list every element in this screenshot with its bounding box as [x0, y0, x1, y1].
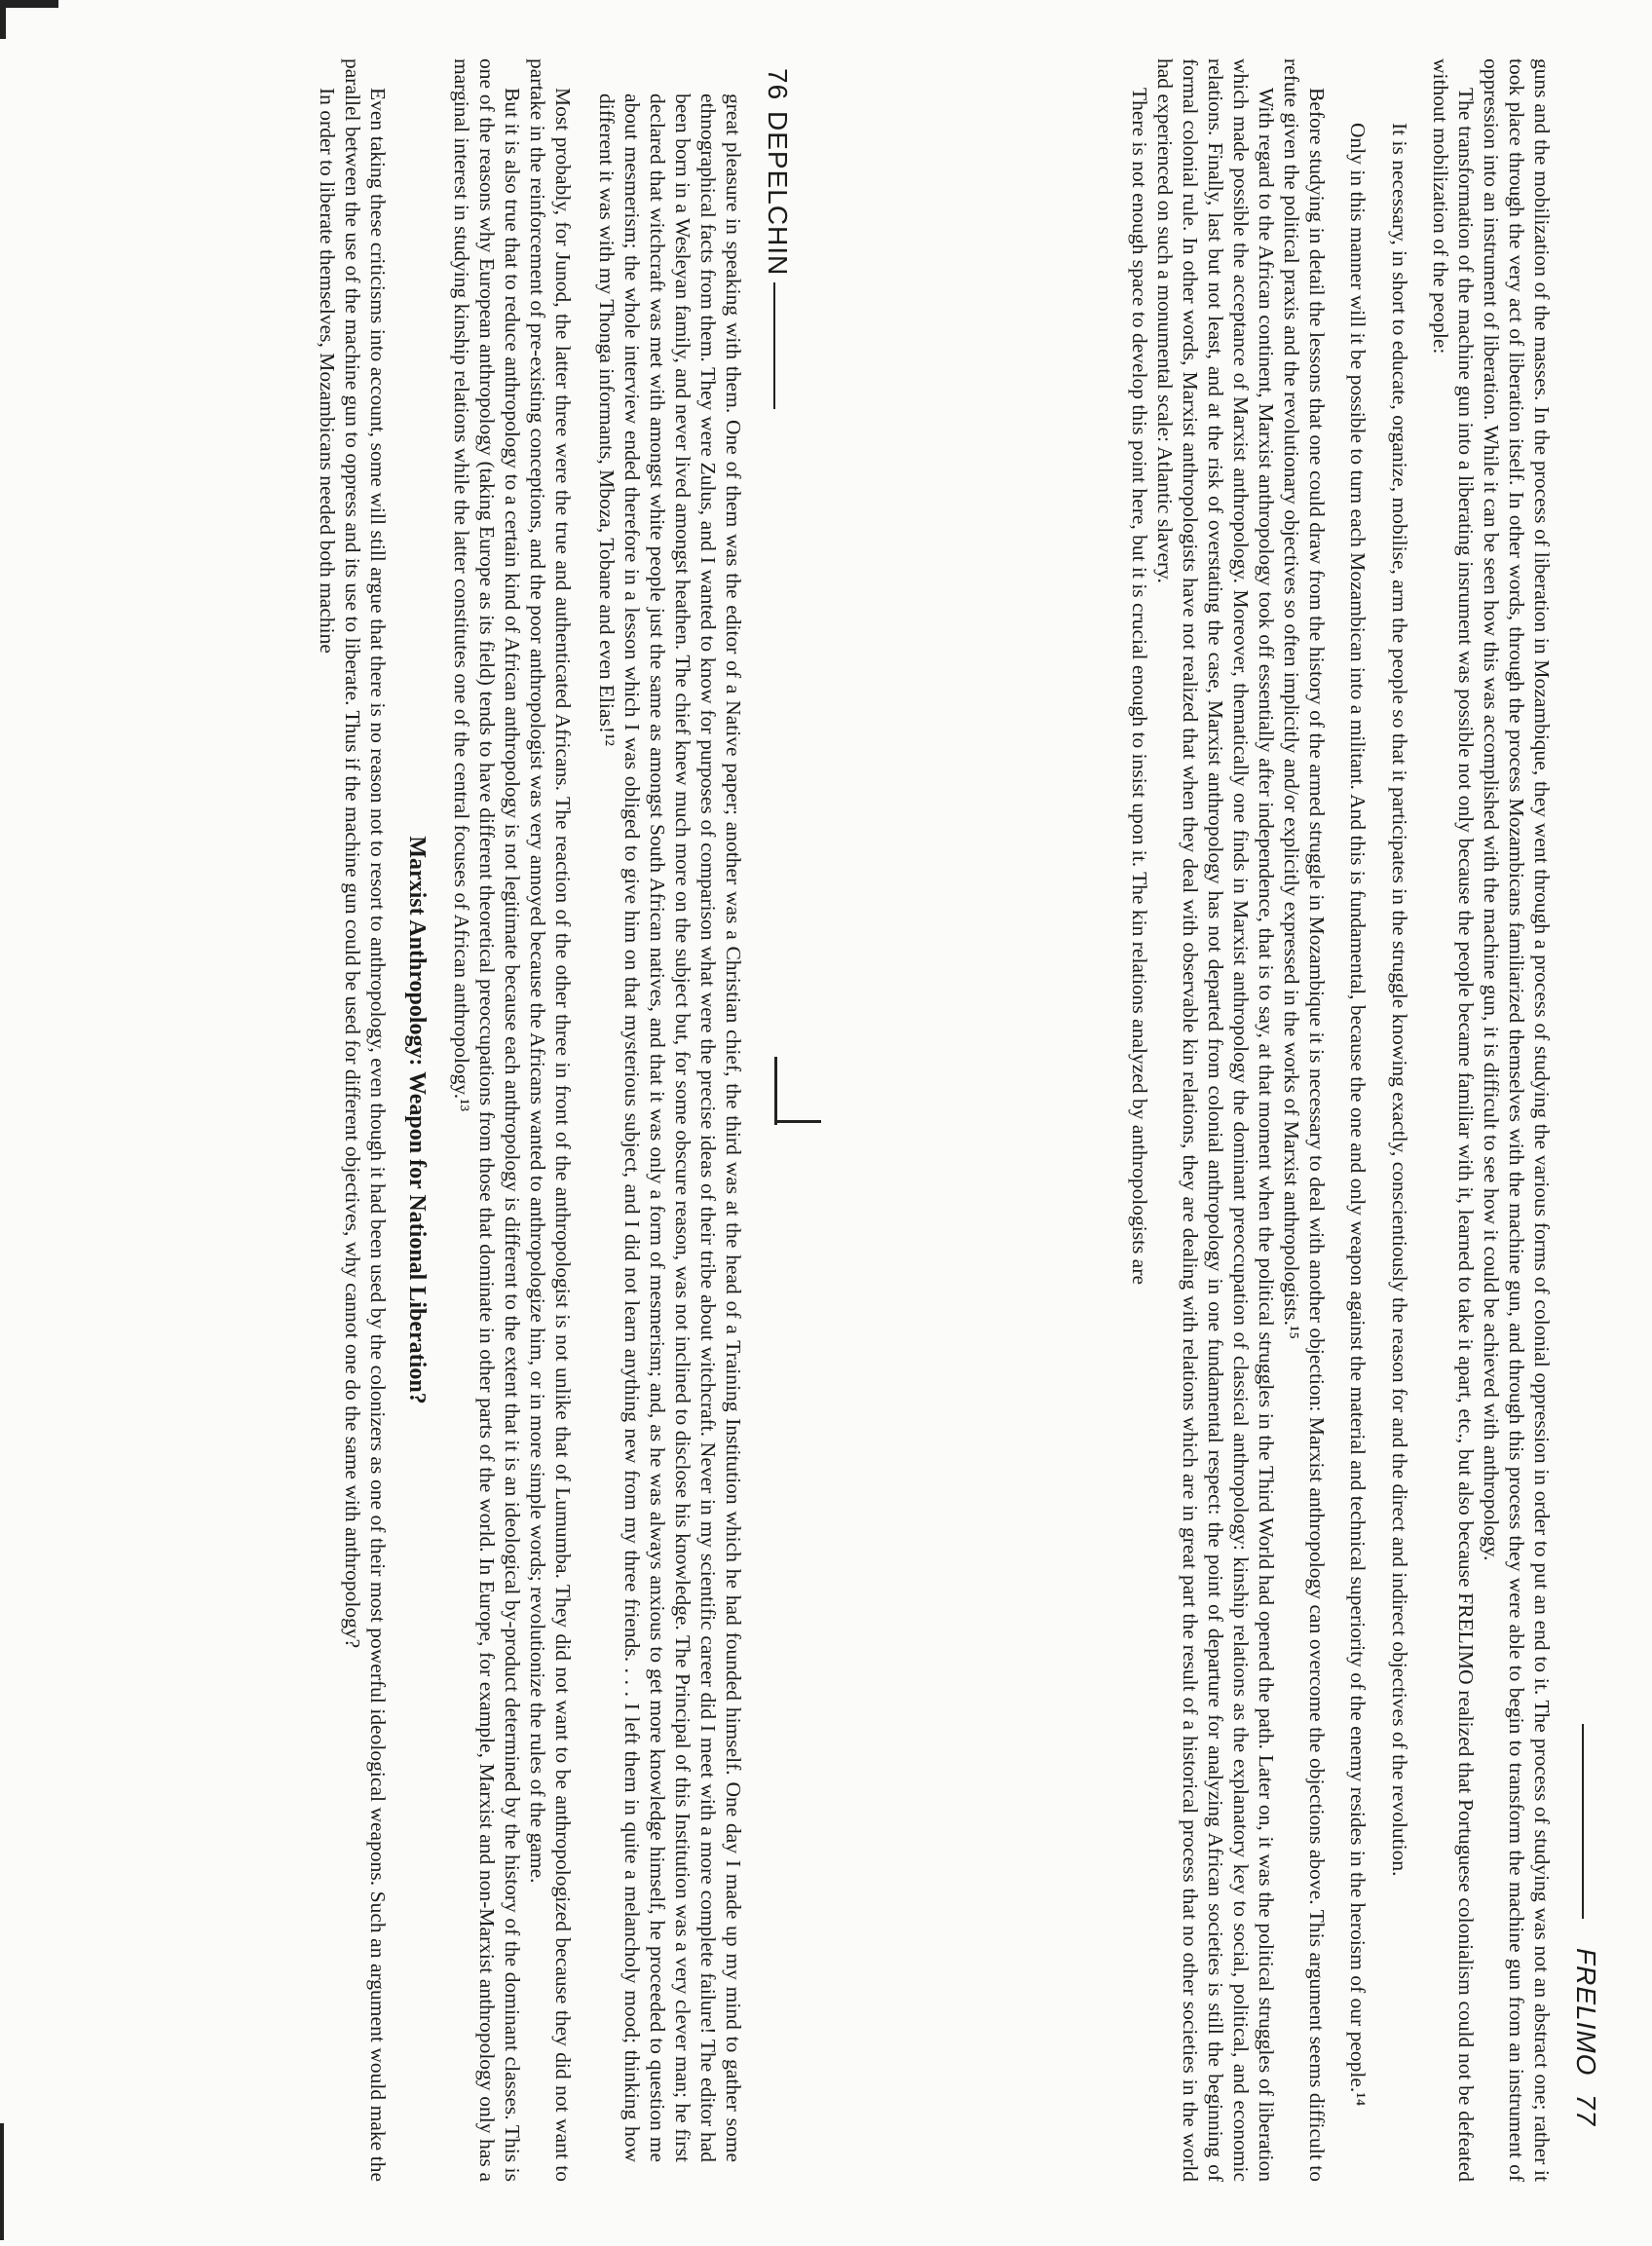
right-text-column [1127, 58, 1555, 2182]
right-paragraph: guns and the mobilization of the masses. In the process of liberation in Mozambique, they went through a process of studying the various forms of colonial oppression in order to put an end to it. The process of studying was not an abstract one; rather it took place through the very act of liberation itself. In other words, through the process Mozambicans familiarized themselves with the machine gun, and through this process they were able to begin to transform the machine gun from an instrument of oppression into an instrument of liberation. While it can be seen how this was accomplished with the machine gun, it is difficult to see how it could be achieved with anthropology. [1479, 58, 1554, 2182]
right-block-quote: Only in this manner will it be possible to turn each Mozambican into a militant. And this is fundamental, because the one and only weapon against the material and technical superiority of the enemy resides in the heroism of our people.¹⁴ [1346, 123, 1370, 2107]
left-paragraph: But it is also true that to reduce anthropology to a certain kind of African anthropology is not legitimate because each anthropology is different to the extent that it is an ideological by-product determined by the history of the dominant classes. This is one of the reasons why European anthropology (taking Europe as its field) tends to have different theoretical preoccupations from those that dominate in other parts of the world. In Europe, for example, Marxist and non-Marxist anthropology only has a marginal interest in studying kinship relations while the latter constitutes one of the central focuses of African anthropology.¹³ [450, 58, 525, 2182]
left-running-head: DEPELCHIN [763, 111, 793, 277]
right-page-content [828, 29, 1627, 2221]
left-header-rule [773, 282, 775, 409]
gutter-mark [774, 1057, 777, 1125]
left-paragraph: Most probably, for Junod, the latter three were the true and authenticated Africans. The reaction of the other three in front of the anthropologist is not unlike that of Lumumba. They did not want to be anthropologized because they did not want to partake in the reinforcement of pre-existing conceptions, and the poor anthropologist was very annoyed because the Africans wanted to anthropologize him, or in more simple words; revolutionize the rules of the game. [526, 58, 576, 2182]
right-paragraph: The transformation of the machine gun into a liberating insrument was possible not only because the people became familiar with it, learned to take it apart, etc., but also because FRELIMO realized that Portuguese colonialism could not be defeated without mobilization of the people: [1428, 58, 1478, 2182]
left-paragraph: Even taking these criticisms into account, some will still argue that there is no reason not to resort to anthropology, even though it had been used by the colonizers as one of their most powerful ideological weapons. Such an argument would make the parallel between the use of the machine gun to oppress and its use to liberate. Thus if the machine gun could be used for different objectives, why cannot one do the same with anthropology? [340, 58, 390, 2182]
left-section-heading: Marxist Anthropology: Weapon for National Liberation? [403, 836, 430, 1404]
right-paragraph: There is not enough space to develop this point here, but it is crucial enough to insist upon it. The kin relations analyzed by anthropologists are [1127, 88, 1151, 1286]
scan-edge-mark [0, 2123, 4, 2240]
left-page-number: 76 [763, 68, 793, 101]
right-paragraph: Before studying in detail the lessons that one could draw from the history of the armed struggle in Mozambique it is necessary to deal with another objection: Marxist anthropology can overcome the objections above. This argument seems difficult to refute given the political praxis and the revolutionary objectives so often implicitly and/or explicitly expressed in the works of Marxist anthropologists.¹⁵ [1280, 58, 1330, 2182]
left-page [19, 29, 818, 2221]
right-header-rule [1582, 1724, 1584, 1919]
left-page-content [19, 29, 818, 2221]
right-running-header [1562, 68, 1601, 2182]
right-running-head: FRELIMO [1571, 1948, 1601, 2077]
right-page [828, 29, 1627, 2221]
right-paragraph: With regard to the African continent, Marxist anthropology took off essentially after independence, that is to say, at that moment when the political struggles in the Third World had opened the path. Later on, it was the political struggles of liberation which made possible the acceptance of Marxist anthropology. Moreover, thematically one finds in Marxist anthropology the dominant preoccupation of classical anthropology: kinship relations as the explanatory key to social, political, and economic relations. Finally, last but not least, and at the risk of overstating the case, Marxist anthropology has not departed from colonial anthropology in one fundamental respect: the point of departure for analyzing African societies is still the beginning of formal colonial rule. In other words, Marxist anthropologists have not realized that when they deal with observable kin relations, they are dealing with relations which are in great part the result of a historical process that no other societies in the world had experienced on such a monumental scale: Atlantic slavery. [1152, 58, 1279, 2182]
left-block-quote: great pleasure in speaking with them. One of them was the editor of a Native paper; another was a Christian chief, the third was at the head of a Training Institution which he had founded himself. One day I made up my mind to gather some ethnographical facts from them. They were Zulus, and I wanted to know for purposes of comparison what were the precise ideas of their tribe about witchcraft. Never in my scientific career did I meet with a more complete failure! The editor had been born in a Wesleyan family, and never lived amongst heathen. The chief knew much more on the subject but, for some obscure reason, was not inclined to disclose his knowledge. The Principal of this Institution was a very clever man; he first declared that witchcraft was met with amongst white people just the same as amongst South African natives, and that it was only a form of mesmerism; and, as he was always anxious to get more knowledge himself, he proceeded to question me about mesmerism; the whole interview ended therefore in a lesson which I was obliged to give him on that mysterious subject, and I did not learn anything new from my three friends. . . . I left them in quite a melancholy mood; thinking how different it was with my Thonga informants, Mboza, Tobane and even Elias!¹² [594, 94, 745, 2162]
right-block-quote: It is necessary, in short to educate, organize, mobilise, arm the people so that it participates in the struggle knowing exactly, conscientiously the reason for and the direct and indirect objectives of the revolution. [1387, 123, 1411, 1877]
scan-edge-mark [0, 0, 6, 39]
right-page-number: 77 [1571, 2094, 1601, 2127]
scan-edge-mark [0, 0, 58, 8]
left-running-header [754, 68, 793, 2182]
gutter-mark [774, 1120, 821, 1123]
left-text-column [315, 58, 746, 2182]
left-paragraph: In order to liberate themselves, Mozambicans needed both machine [315, 88, 339, 654]
